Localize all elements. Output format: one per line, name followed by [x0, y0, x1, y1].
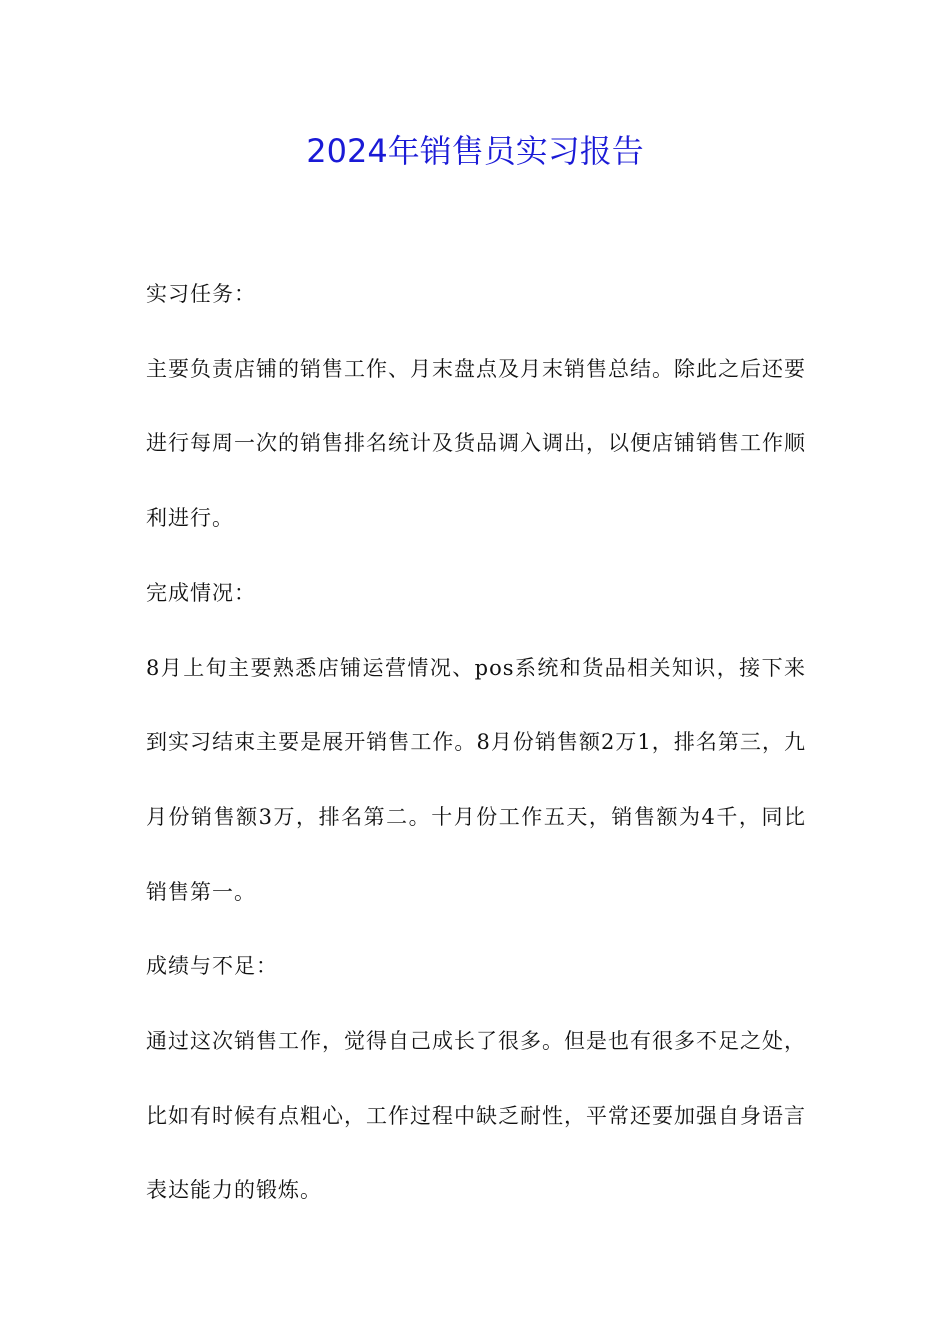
paragraph-tasks: 主要负责店铺的销售工作、月末盘点及月末销售总结。除此之后还要进行每周一次的销售排名统计及货品调入调出，以便店铺销售工作顺利进行。 — [146, 356, 806, 531]
section-heading-achievements: 成绩与不足： — [146, 954, 278, 979]
document-body — [146, 257, 806, 1228]
paragraph-achievements: 通过这次销售工作，觉得自己成长了很多。但是也有很多不足之处，比如有时候有点粗心，工作过程中缺乏耐性，平常还要加强自身语言表达能力的锻炼。 — [146, 1029, 806, 1203]
document-title: 2024年销售员实习报告 — [306, 132, 644, 170]
paragraph-completion: 8月上旬主要熟悉店铺运营情况、pos系统和货品相关知识，接下来到实习结束主要是展开销售工作。8月份销售额2万1，排名第三，九月份销售额3万，排名第二。十月份工作五天，销售额为4千，同比销售第一。 — [146, 655, 806, 904]
section-heading-completion: 完成情况： — [146, 580, 256, 605]
section-heading-tasks: 实习任务： — [146, 282, 256, 306]
